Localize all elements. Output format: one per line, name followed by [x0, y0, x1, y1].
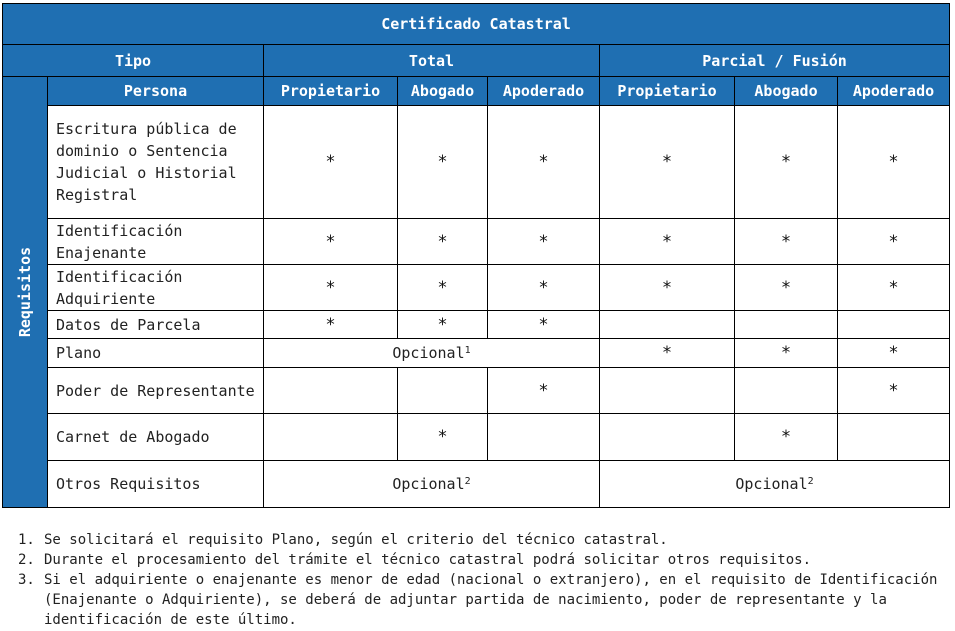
empty-cell: [838, 414, 950, 461]
required-mark: *: [398, 414, 488, 461]
requirement-label: Plano: [48, 339, 264, 368]
requisitos-vertical-label: Requisitos: [3, 77, 48, 508]
footnotes-list: [18, 530, 953, 630]
empty-cell: [735, 311, 838, 339]
required-mark: *: [398, 219, 488, 265]
required-mark: *: [600, 265, 735, 311]
requirement-label: Escritura pública de dominio o Sentencia Judicial o Historial Registral: [48, 106, 264, 219]
empty-cell: [600, 414, 735, 461]
required-mark: *: [398, 106, 488, 219]
table-row: [3, 368, 950, 414]
parcial-fusion-header: Parcial / Fusión: [600, 45, 950, 77]
empty-cell: [600, 311, 735, 339]
required-mark: *: [398, 265, 488, 311]
empty-cell: [398, 368, 488, 414]
required-mark: *: [264, 265, 398, 311]
required-mark: *: [264, 106, 398, 219]
required-mark: *: [488, 219, 600, 265]
persona-header: Persona: [48, 77, 264, 106]
requirement-label: Datos de Parcela: [48, 311, 264, 339]
table-row: [3, 219, 950, 265]
required-mark: *: [264, 311, 398, 339]
optional-cell-plano: Opcional$^1$: [264, 339, 600, 368]
empty-cell: [735, 368, 838, 414]
empty-cell: [264, 414, 398, 461]
required-mark: *: [488, 311, 600, 339]
required-mark: *: [600, 339, 735, 368]
table-row: [3, 265, 950, 311]
optional-cell-parcial: Opcional$^2$: [600, 461, 950, 508]
required-mark: *: [488, 265, 600, 311]
required-mark: *: [838, 106, 950, 219]
required-mark: *: [838, 265, 950, 311]
table-row: [3, 414, 950, 461]
col-header-apoderado-parcial: Apoderado: [838, 77, 950, 106]
table-row: [3, 311, 950, 339]
required-mark: *: [264, 219, 398, 265]
empty-cell: [488, 414, 600, 461]
required-mark: *: [600, 106, 735, 219]
col-header-apoderado-total: Apoderado: [488, 77, 600, 106]
col-header-abogado-total: Abogado: [398, 77, 488, 106]
required-mark: *: [735, 339, 838, 368]
col-header-propietario-parcial: Propietario: [600, 77, 735, 106]
required-mark: *: [488, 106, 600, 219]
required-mark: *: [735, 106, 838, 219]
total-header: Total: [264, 45, 600, 77]
empty-cell: [838, 311, 950, 339]
footnote: 2. Durante el procesamiento del trámite el técnico catastral podrá solicitar otros requisitos.: [18, 552, 812, 568]
required-mark: *: [488, 368, 600, 414]
table-row: [3, 461, 950, 508]
requirement-label: Otros Requisitos: [48, 461, 264, 508]
requirements-table: [2, 3, 950, 508]
requirement-label: Identificación Adquiriente: [48, 265, 264, 311]
required-mark: *: [838, 339, 950, 368]
empty-cell: [600, 368, 735, 414]
tipo-header: Tipo: [3, 45, 264, 77]
col-header-propietario-total: Propietario: [264, 77, 398, 106]
table-title: Certificado Catastral: [3, 4, 950, 45]
requirement-label: Carnet de Abogado: [48, 414, 264, 461]
required-mark: *: [735, 219, 838, 265]
required-mark: *: [735, 265, 838, 311]
footnote: 1. Se solicitará el requisito Plano, según el criterio del técnico catastral.: [18, 532, 668, 548]
required-mark: *: [398, 311, 488, 339]
requirement-label: Identificación Enajenante: [48, 219, 264, 265]
required-mark: *: [838, 368, 950, 414]
empty-cell: [264, 368, 398, 414]
footnote: 3. Si el adquiriente o enajenante es menor de edad (nacional o extranjero), en el requisito de Identificación (Enajenante o Adquiriente), se deberá de adjuntar partida de nacimiento, poder de representante y la identificación de este último.: [18, 572, 938, 628]
required-mark: *: [600, 219, 735, 265]
optional-cell-total: Opcional$^2$: [264, 461, 600, 508]
col-header-abogado-parcial: Abogado: [735, 77, 838, 106]
required-mark: *: [735, 414, 838, 461]
table-row: [3, 339, 950, 368]
requirement-label: Poder de Representante: [48, 368, 264, 414]
table-row: [3, 106, 950, 219]
required-mark: *: [838, 219, 950, 265]
